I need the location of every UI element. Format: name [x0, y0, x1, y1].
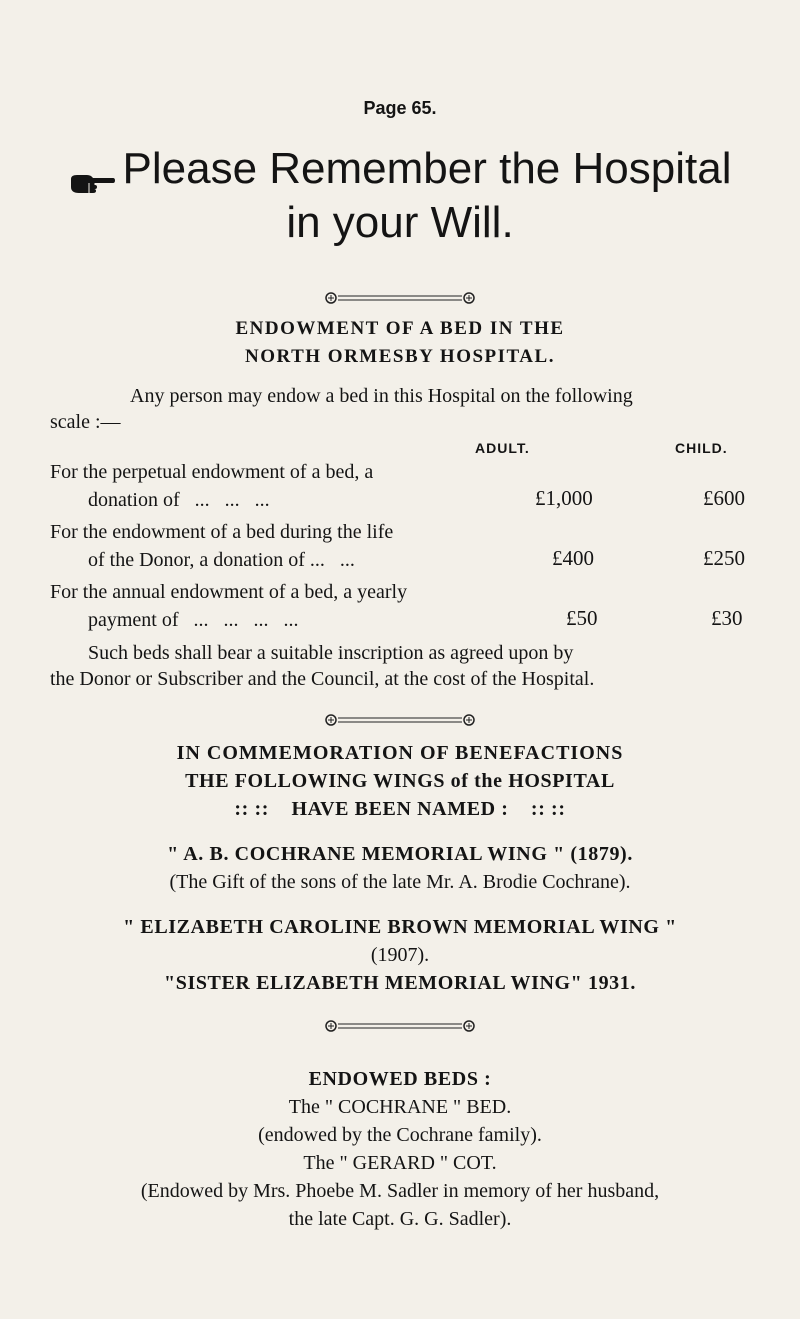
ornamental-divider — [0, 288, 800, 308]
headline-text-1: Please Remember the Hospital — [122, 144, 732, 193]
scale-row-3-line-2: payment of ... ... ... ... — [88, 609, 299, 631]
scale-row-2-line-1: For the endowment of a bed during the life — [50, 521, 394, 543]
scale-row-1-line-2: donation of ... ... ... — [88, 489, 270, 511]
scale-row-3-line-1: For the annual endowment of a bed, a yearly — [50, 581, 408, 603]
headline-line-1 — [0, 142, 800, 196]
scale-row-1-adult: £1,000 — [535, 486, 593, 510]
page-number: Page 65. — [363, 98, 437, 118]
wing-cochrane-note: (The Gift of the sons of the late Mr. A. Brodie Cochrane). — [169, 871, 631, 893]
scale-row-3-adult: £50 — [566, 606, 598, 630]
wing-sister-elizabeth: "SISTER ELIZABETH MEMORIAL WING" 1931. — [164, 972, 636, 994]
endowment-note-2: the Donor or Subscriber and the Council, at the cost of the Hospital. — [50, 668, 595, 690]
endowment-intro-1: Any person may endow a bed in this Hospital on the following — [130, 385, 633, 407]
bed-cochrane: The " COCHRANE " BED. — [288, 1096, 512, 1118]
scale-row-1-line-1: For the perpetual endowment of a bed, a — [50, 461, 374, 483]
wing-cochrane: " A. B. COCHRANE MEMORIAL WING " (1879). — [167, 843, 633, 865]
scale-row-3-child: £30 — [711, 606, 743, 630]
headline-line-2: in your Will. — [286, 198, 514, 247]
wings-title-1: IN COMMEMORATION OF BENEFACTIONS — [176, 742, 624, 764]
wings-title-3: :: :: HAVE BEEN NAMED : :: :: — [234, 798, 566, 820]
scale-row-2-adult: £400 — [552, 546, 594, 570]
bed-gerard-note-2: the late Capt. G. G. Sadler). — [288, 1208, 512, 1230]
column-header-child: CHILD. — [675, 440, 728, 456]
ornamental-divider — [0, 1016, 800, 1036]
bed-cochrane-note: (endowed by the Cochrane family). — [258, 1124, 542, 1146]
bed-gerard-note-1: (Endowed by Mrs. Phoebe M. Sadler in memory of her husband, — [140, 1180, 660, 1202]
endowment-title-2: NORTH ORMESBY HOSPITAL. — [245, 346, 555, 367]
ornamental-divider — [0, 710, 800, 730]
endowed-beds-title: ENDOWED BEDS : — [308, 1068, 492, 1090]
endowment-title-1: ENDOWMENT OF A BED IN THE — [235, 318, 565, 339]
headline — [0, 142, 800, 250]
column-header-adult: ADULT. — [475, 440, 530, 456]
scale-row-2-line-2: of the Donor, a donation of ... ... — [88, 549, 355, 571]
wings-title-2: THE FOLLOWING WINGS of the HOSPITAL — [185, 770, 615, 792]
bed-gerard: The " GERARD " COT. — [303, 1152, 497, 1174]
endowment-intro-2: scale :— — [50, 411, 121, 433]
wing-brown-year: (1907). — [370, 944, 430, 966]
pointing-hand-icon — [69, 154, 115, 176]
endowment-note-1: Such beds shall bear a suitable inscription as agreed upon by — [88, 642, 574, 664]
scale-row-1-child: £600 — [703, 486, 745, 510]
wing-brown: " ELIZABETH CAROLINE BROWN MEMORIAL WING " — [123, 916, 677, 938]
scale-row-2-child: £250 — [703, 546, 745, 570]
